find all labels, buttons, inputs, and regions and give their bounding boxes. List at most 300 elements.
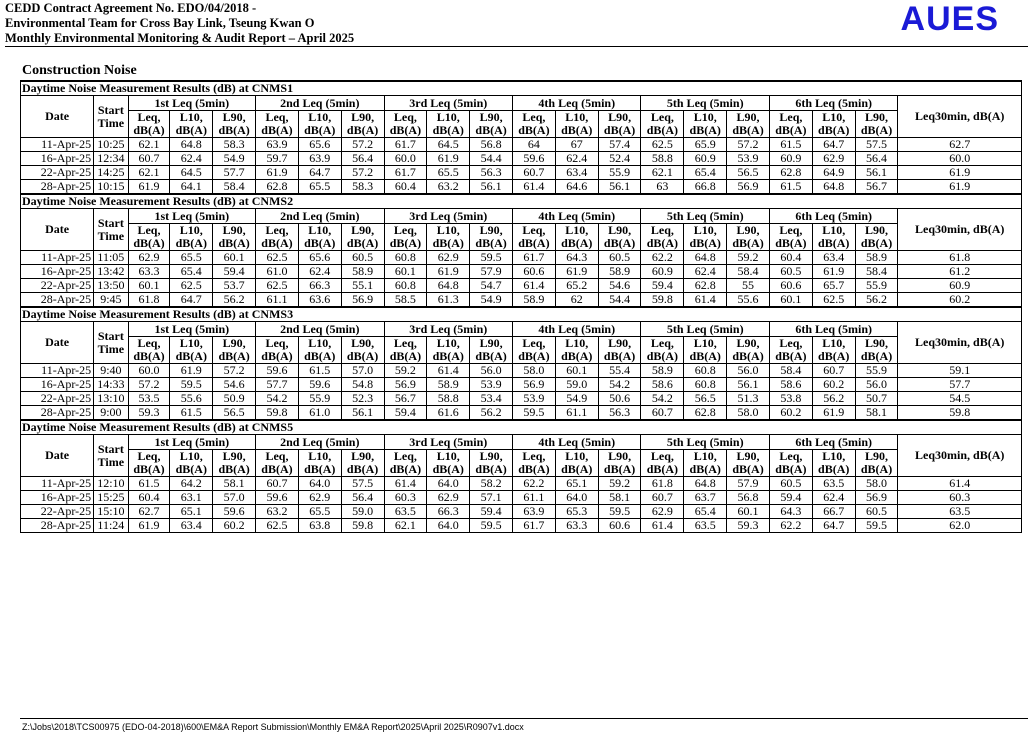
value-cell: 65.5 xyxy=(298,180,341,195)
value-cell: 61.0 xyxy=(298,406,341,421)
metric-label: Leq, xyxy=(779,449,803,463)
metric-header xyxy=(513,111,556,138)
value-cell: 60.7 xyxy=(513,166,556,180)
value-cell: 62.1 xyxy=(384,519,427,533)
metric-header xyxy=(513,337,556,364)
start-time-label: Start xyxy=(97,102,124,117)
value-cell: 57.2 xyxy=(341,166,384,180)
leq-group-header: 6th Leq (5min) xyxy=(769,209,897,224)
station-title: Daytime Noise Measurement Results (dB) at CNMS3 xyxy=(21,307,1022,322)
value-cell: 64.7 xyxy=(298,166,341,180)
metric-label: L90, xyxy=(351,223,375,237)
metric-label: dB(A) xyxy=(304,123,336,137)
footer-path: Z:\Jobs\2018\TCS00975 (EDO-04-2018)\600\EM&A Report Submission\Monthly EM&A Report\2025\April 2025\R0907v1.docx xyxy=(22,722,524,732)
value-cell: 65.5 xyxy=(298,505,341,519)
metric-label: L90, xyxy=(222,223,246,237)
value-cell: 59.3 xyxy=(727,519,770,533)
metric-label: Leq, xyxy=(137,449,161,463)
metric-label: Leq, xyxy=(650,336,674,350)
date-cell: 28-Apr-25 xyxy=(21,180,94,195)
metric-label: L10, xyxy=(436,336,460,350)
value-cell: 60.1 xyxy=(384,265,427,279)
leq-group-header: 1st Leq (5min) xyxy=(128,322,255,337)
time-cell: 9:40 xyxy=(94,364,128,378)
leq30-header: Leq30min, dB(A) xyxy=(898,209,1022,251)
value-cell: 58.0 xyxy=(727,406,770,421)
value-cell: 60.1 xyxy=(213,251,256,265)
station-title-row xyxy=(21,194,1022,209)
metric-label: Leq, xyxy=(265,449,289,463)
value-cell: 53.7 xyxy=(213,279,256,293)
value-cell: 57.2 xyxy=(727,138,770,152)
value-cell: 60.7 xyxy=(256,477,299,491)
value-cell: 60.1 xyxy=(727,505,770,519)
value-cell: 62.9 xyxy=(427,251,470,265)
value-cell: 50.6 xyxy=(598,392,641,406)
table-row xyxy=(21,251,1022,265)
value-cell: 66.3 xyxy=(298,279,341,293)
metric-label: dB(A) xyxy=(818,123,850,137)
value-cell: 61.7 xyxy=(513,251,556,265)
value-cell: 58.2 xyxy=(470,477,513,491)
metric-label: L10, xyxy=(822,449,846,463)
value-cell: 63.8 xyxy=(298,519,341,533)
value-cell: 62.2 xyxy=(769,519,812,533)
value-cell: 64.3 xyxy=(769,505,812,519)
metric-header xyxy=(855,450,898,477)
table-row xyxy=(21,138,1022,152)
table-row xyxy=(21,279,1022,293)
start-time-label: Start xyxy=(97,441,124,456)
value-cell: 59.5 xyxy=(470,519,513,533)
date-header: Date xyxy=(21,96,94,138)
value-cell: 59.4 xyxy=(213,265,256,279)
value-cell: 60.0 xyxy=(384,152,427,166)
value-cell: 60.6 xyxy=(769,279,812,293)
value-cell: 60.8 xyxy=(684,364,727,378)
metric-label: dB(A) xyxy=(475,349,507,363)
metric-label: L90, xyxy=(736,110,760,124)
metric-header xyxy=(855,337,898,364)
metric-header xyxy=(555,450,598,477)
metric-header xyxy=(341,224,384,251)
value-cell: 64.7 xyxy=(812,138,855,152)
metric-label: dB(A) xyxy=(175,349,207,363)
value-cell: 64.5 xyxy=(427,138,470,152)
metric-header xyxy=(256,111,299,138)
metric-label: dB(A) xyxy=(860,123,893,137)
metric-label: Leq, xyxy=(393,223,417,237)
value-cell: 61.9 xyxy=(427,152,470,166)
metric-label: L10, xyxy=(693,223,717,237)
value-cell: 63.5 xyxy=(812,477,855,491)
value-cell: 61.5 xyxy=(298,364,341,378)
table-row xyxy=(21,406,1022,421)
metric-label: dB(A) xyxy=(133,123,165,137)
metric-header xyxy=(598,224,641,251)
value-cell: 64.6 xyxy=(555,180,598,195)
leq-group-header: 2nd Leq (5min) xyxy=(256,209,384,224)
value-cell: 54.6 xyxy=(598,279,641,293)
leq30-cell: 61.4 xyxy=(898,477,1022,491)
sub-header-row xyxy=(21,337,1022,364)
value-cell: 56.9 xyxy=(384,378,427,392)
metric-label: dB(A) xyxy=(518,462,550,476)
value-cell: 60.8 xyxy=(384,251,427,265)
metric-header xyxy=(769,337,812,364)
date-cell: 22-Apr-25 xyxy=(21,166,94,180)
metric-label: Leq, xyxy=(779,336,803,350)
value-cell: 52.3 xyxy=(341,392,384,406)
metric-label: L90, xyxy=(865,110,889,124)
value-cell: 59.0 xyxy=(341,505,384,519)
value-cell: 64.0 xyxy=(427,477,470,491)
value-cell: 56.2 xyxy=(213,293,256,308)
value-cell: 62.9 xyxy=(427,491,470,505)
metric-header xyxy=(384,450,427,477)
leq30-cell: 60.2 xyxy=(898,293,1022,308)
value-cell: 60.0 xyxy=(128,364,170,378)
noise-results-table xyxy=(20,80,1022,533)
value-cell: 64.7 xyxy=(170,293,213,308)
metric-header xyxy=(812,337,855,364)
value-cell: 56.4 xyxy=(341,152,384,166)
value-cell: 63.2 xyxy=(256,505,299,519)
value-cell: 62.5 xyxy=(256,519,299,533)
value-cell: 58.9 xyxy=(641,364,684,378)
value-cell: 59.6 xyxy=(256,364,299,378)
value-cell: 62.9 xyxy=(641,505,684,519)
metric-label: dB(A) xyxy=(518,123,550,137)
metric-label: dB(A) xyxy=(860,349,893,363)
value-cell: 64.7 xyxy=(812,519,855,533)
table-row xyxy=(21,180,1022,195)
value-cell: 56.1 xyxy=(727,378,770,392)
value-cell: 62.8 xyxy=(769,166,812,180)
metric-header xyxy=(812,224,855,251)
sub-header-row xyxy=(21,224,1022,251)
metric-header xyxy=(298,111,341,138)
metric-label: L10, xyxy=(308,449,332,463)
value-cell: 56.4 xyxy=(855,152,898,166)
value-cell: 61.9 xyxy=(170,364,213,378)
value-cell: 54.7 xyxy=(470,279,513,293)
station-title: Daytime Noise Measurement Results (dB) at CNMS1 xyxy=(21,81,1022,96)
header-line-2: Environmental Team for Cross Bay Link, Tseung Kwan O xyxy=(5,16,315,30)
metric-label: dB(A) xyxy=(689,349,721,363)
value-cell: 56.5 xyxy=(213,406,256,421)
value-cell: 59.5 xyxy=(855,519,898,533)
metric-header xyxy=(769,111,812,138)
value-cell: 55.9 xyxy=(298,392,341,406)
date-cell: 16-Apr-25 xyxy=(21,265,94,279)
value-cell: 62.4 xyxy=(684,265,727,279)
date-cell: 11-Apr-25 xyxy=(21,477,94,491)
metric-header xyxy=(256,450,299,477)
value-cell: 54.2 xyxy=(598,378,641,392)
value-cell: 63.3 xyxy=(128,265,170,279)
value-cell: 65.6 xyxy=(298,251,341,265)
metric-header xyxy=(555,111,598,138)
metric-label: dB(A) xyxy=(732,123,764,137)
value-cell: 56.0 xyxy=(855,378,898,392)
value-cell: 61.9 xyxy=(555,265,598,279)
value-cell: 59.6 xyxy=(256,491,299,505)
date-header: Date xyxy=(21,435,94,477)
aues-logo: AUES xyxy=(900,0,999,38)
value-cell: 64.2 xyxy=(170,477,213,491)
value-cell: 53.9 xyxy=(513,392,556,406)
time-cell: 12:10 xyxy=(94,477,128,491)
metric-label: Leq, xyxy=(137,223,161,237)
metric-label: Leq, xyxy=(393,449,417,463)
leq-group-header: 1st Leq (5min) xyxy=(128,435,255,450)
value-cell: 58.9 xyxy=(855,251,898,265)
leq30-cell: 62.0 xyxy=(898,519,1022,533)
value-cell: 62.5 xyxy=(256,251,299,265)
leq30-header: Leq30min, dB(A) xyxy=(898,96,1022,138)
value-cell: 54.6 xyxy=(213,378,256,392)
station-title-row xyxy=(21,307,1022,322)
value-cell: 60.7 xyxy=(812,364,855,378)
metric-header xyxy=(855,224,898,251)
value-cell: 50.7 xyxy=(855,392,898,406)
metric-label: L10, xyxy=(693,449,717,463)
value-cell: 54.9 xyxy=(470,293,513,308)
leq-group-header: 2nd Leq (5min) xyxy=(256,435,384,450)
header-line-1: CEDD Contract Agreement No. EDO/04/2018 - xyxy=(5,1,257,15)
value-cell: 62.7 xyxy=(128,505,170,519)
start-time-header xyxy=(94,96,128,138)
metric-label: L90, xyxy=(479,336,503,350)
metric-header xyxy=(598,450,641,477)
date-header: Date xyxy=(21,209,94,251)
value-cell: 66.7 xyxy=(812,505,855,519)
metric-label: L10, xyxy=(565,223,589,237)
value-cell: 57.0 xyxy=(341,364,384,378)
date-header: Date xyxy=(21,322,94,364)
metric-label: L10, xyxy=(436,110,460,124)
metric-label: dB(A) xyxy=(346,349,379,363)
leq30-cell: 57.7 xyxy=(898,378,1022,392)
start-time-header xyxy=(94,435,128,477)
metric-header xyxy=(684,450,727,477)
table-row xyxy=(21,505,1022,519)
metric-label: dB(A) xyxy=(261,123,293,137)
value-cell: 60.4 xyxy=(384,180,427,195)
value-cell: 60.2 xyxy=(812,378,855,392)
metric-header xyxy=(769,450,812,477)
value-cell: 61.5 xyxy=(170,406,213,421)
metric-header xyxy=(555,224,598,251)
metric-label: L90, xyxy=(608,336,632,350)
value-cell: 56.7 xyxy=(384,392,427,406)
metric-label: L10, xyxy=(308,110,332,124)
date-cell: 16-Apr-25 xyxy=(21,378,94,392)
metric-label: Leq, xyxy=(393,336,417,350)
leq-group-header: 4th Leq (5min) xyxy=(513,96,641,111)
value-cell: 62.4 xyxy=(555,152,598,166)
time-cell: 13:42 xyxy=(94,265,128,279)
station-title: Daytime Noise Measurement Results (dB) at CNMS5 xyxy=(21,420,1022,435)
value-cell: 63.9 xyxy=(298,152,341,166)
value-cell: 64.8 xyxy=(427,279,470,293)
value-cell: 57.2 xyxy=(128,378,170,392)
value-cell: 55.6 xyxy=(727,293,770,308)
metric-label: L10, xyxy=(693,336,717,350)
value-cell: 55 xyxy=(727,279,770,293)
table-row xyxy=(21,293,1022,308)
value-cell: 62.2 xyxy=(513,477,556,491)
value-cell: 59.6 xyxy=(513,152,556,166)
date-cell: 16-Apr-25 xyxy=(21,152,94,166)
metric-label: dB(A) xyxy=(346,123,379,137)
table-row xyxy=(21,364,1022,378)
start-time-header xyxy=(94,209,128,251)
metric-label: L10, xyxy=(436,449,460,463)
station-title-row xyxy=(21,81,1022,96)
metric-label: dB(A) xyxy=(218,236,250,250)
value-cell: 54.9 xyxy=(555,392,598,406)
value-cell: 56.9 xyxy=(855,491,898,505)
value-cell: 58.1 xyxy=(855,406,898,421)
value-cell: 60.5 xyxy=(769,265,812,279)
value-cell: 60.5 xyxy=(341,251,384,265)
value-cell: 61.9 xyxy=(128,180,170,195)
value-cell: 62.2 xyxy=(641,251,684,265)
value-cell: 62.4 xyxy=(812,491,855,505)
value-cell: 65.4 xyxy=(170,265,213,279)
value-cell: 60.8 xyxy=(384,279,427,293)
value-cell: 56.2 xyxy=(855,293,898,308)
metric-label: L10, xyxy=(179,449,203,463)
value-cell: 62.1 xyxy=(128,166,170,180)
metric-header xyxy=(598,337,641,364)
value-cell: 55.9 xyxy=(855,364,898,378)
date-cell: 11-Apr-25 xyxy=(21,364,94,378)
metric-header xyxy=(384,111,427,138)
value-cell: 60.2 xyxy=(769,406,812,421)
start-time-label: Time xyxy=(97,341,125,356)
value-cell: 61.7 xyxy=(384,166,427,180)
metric-label: dB(A) xyxy=(603,349,636,363)
section-title: Construction Noise xyxy=(22,63,137,78)
metric-header xyxy=(427,450,470,477)
value-cell: 64.0 xyxy=(427,519,470,533)
value-cell: 65.7 xyxy=(812,279,855,293)
value-cell: 61.8 xyxy=(128,293,170,308)
value-cell: 59.6 xyxy=(213,505,256,519)
metric-label: Leq, xyxy=(137,336,161,350)
value-cell: 59.2 xyxy=(598,477,641,491)
metric-label: Leq, xyxy=(650,223,674,237)
metric-label: dB(A) xyxy=(218,462,250,476)
value-cell: 59.4 xyxy=(641,279,684,293)
value-cell: 63.3 xyxy=(555,519,598,533)
value-cell: 63.5 xyxy=(384,505,427,519)
metric-header xyxy=(213,337,256,364)
value-cell: 64 xyxy=(513,138,556,152)
value-cell: 63 xyxy=(641,180,684,195)
value-cell: 57.5 xyxy=(855,138,898,152)
leq30-cell: 54.5 xyxy=(898,392,1022,406)
value-cell: 61.4 xyxy=(513,279,556,293)
metric-header xyxy=(812,450,855,477)
value-cell: 59.5 xyxy=(170,378,213,392)
value-cell: 60.5 xyxy=(769,477,812,491)
metric-label: dB(A) xyxy=(689,236,721,250)
value-cell: 56.9 xyxy=(513,378,556,392)
metric-header xyxy=(427,111,470,138)
leq-group-header: 6th Leq (5min) xyxy=(769,96,897,111)
value-cell: 64.8 xyxy=(684,251,727,265)
value-cell: 58.6 xyxy=(641,378,684,392)
metric-label: dB(A) xyxy=(133,349,165,363)
value-cell: 56.5 xyxy=(727,166,770,180)
metric-label: dB(A) xyxy=(175,123,207,137)
value-cell: 61.4 xyxy=(684,293,727,308)
metric-header xyxy=(213,450,256,477)
value-cell: 51.3 xyxy=(727,392,770,406)
value-cell: 58.8 xyxy=(641,152,684,166)
value-cell: 54.2 xyxy=(256,392,299,406)
table-row xyxy=(21,519,1022,533)
table-row xyxy=(21,477,1022,491)
group-header-row xyxy=(21,209,1022,224)
metric-label: dB(A) xyxy=(389,123,422,137)
value-cell: 56.1 xyxy=(598,180,641,195)
value-cell: 56.1 xyxy=(470,180,513,195)
metric-label: L10, xyxy=(693,110,717,124)
leq-group-header: 5th Leq (5min) xyxy=(641,322,769,337)
leq-group-header: 3rd Leq (5min) xyxy=(384,435,512,450)
value-cell: 62.4 xyxy=(170,152,213,166)
metric-header xyxy=(812,111,855,138)
value-cell: 57.9 xyxy=(470,265,513,279)
value-cell: 58.1 xyxy=(598,491,641,505)
value-cell: 61.5 xyxy=(769,180,812,195)
value-cell: 54.8 xyxy=(341,378,384,392)
metric-header xyxy=(470,111,513,138)
metric-header xyxy=(684,224,727,251)
value-cell: 56.3 xyxy=(470,166,513,180)
value-cell: 57.5 xyxy=(341,477,384,491)
metric-label: L10, xyxy=(565,449,589,463)
value-cell: 65.9 xyxy=(684,138,727,152)
value-cell: 61.4 xyxy=(427,364,470,378)
value-cell: 60.3 xyxy=(384,491,427,505)
value-cell: 61.8 xyxy=(641,477,684,491)
value-cell: 58.4 xyxy=(769,364,812,378)
leq-group-header: 5th Leq (5min) xyxy=(641,435,769,450)
value-cell: 56.1 xyxy=(341,406,384,421)
value-cell: 53.4 xyxy=(470,392,513,406)
value-cell: 58.0 xyxy=(855,477,898,491)
metric-label: dB(A) xyxy=(603,123,636,137)
start-time-label: Time xyxy=(97,228,125,243)
value-cell: 60.6 xyxy=(598,519,641,533)
value-cell: 61.7 xyxy=(513,519,556,533)
table-row xyxy=(21,392,1022,406)
metric-header xyxy=(470,224,513,251)
metric-label: Leq, xyxy=(265,110,289,124)
value-cell: 62.5 xyxy=(170,279,213,293)
metric-header xyxy=(170,224,213,251)
value-cell: 57.7 xyxy=(256,378,299,392)
value-cell: 58.9 xyxy=(598,265,641,279)
value-cell: 59.0 xyxy=(555,378,598,392)
value-cell: 55.1 xyxy=(341,279,384,293)
